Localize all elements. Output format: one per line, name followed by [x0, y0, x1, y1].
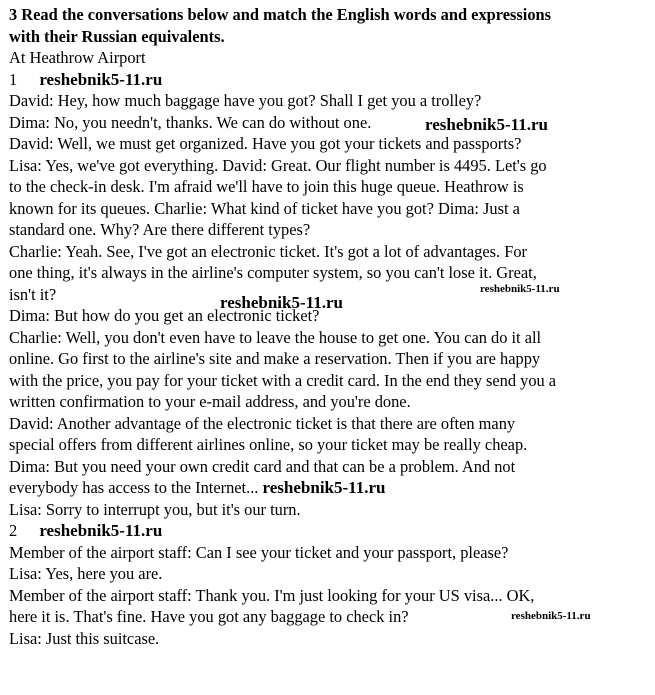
section-2-number: 2	[9, 521, 18, 540]
exercise-title-line-2: with their Russian equivalents.	[9, 26, 225, 46]
dialogue-line: written confirmation to your e-mail address, and you're done.	[9, 392, 411, 411]
dialogue-line	[9, 606, 649, 628]
exercise-text	[9, 4, 649, 649]
dialogue-line	[9, 477, 649, 499]
dialogue-line: Lisa: Yes, here you are.	[9, 564, 163, 583]
section-1-header	[9, 69, 649, 91]
watermark: reshebnik5-11.ru	[39, 521, 163, 540]
section-2-header	[9, 520, 649, 542]
dialogue-line-text: everybody has access to the Internet...	[9, 478, 259, 497]
dialogue-line: Lisa: Just this suitcase.	[9, 628, 160, 648]
watermark: reshebnik5-11.ru	[262, 478, 386, 497]
dialogue-line-text: isn't it?	[9, 284, 57, 304]
dialogue-line: Member of the airport staff: Thank you. I'm just looking for your US visa... OK,	[9, 585, 535, 605]
dialogue-line: David: Another advantage of the electronic ticket is that there are often many	[9, 413, 516, 433]
dialogue-line	[9, 112, 649, 134]
watermark: reshebnik5-11.ru	[39, 69, 163, 89]
dialogue-line: Lisa: Yes, we've got everything. David: Great. Our flight number is 4495. Let's go	[9, 155, 547, 175]
dialogue-line: Dima: But you need your own credit card and that can be a problem. And not	[9, 456, 516, 476]
dialogue-line: special offers from different airlines online, so your ticket may be really cheap.	[9, 435, 528, 454]
dialogue-line-text: Dima: No, you needn't, thanks. We can do without one.	[9, 112, 372, 132]
dialogue-line: Charlie: Well, you don't even have to leave the house to get one. You can do it all	[9, 327, 542, 347]
dialogue-line: Dima: But how do you get an electronic ticket?	[9, 306, 320, 325]
dialogue-line: David: Well, we must get organized. Have you got your tickets and passports?	[9, 134, 522, 153]
dialogue-line: standard one. Why? Are there different types?	[9, 220, 311, 239]
section-1-number: 1	[9, 69, 18, 89]
watermark: reshebnik5-11.ru	[480, 282, 560, 295]
dialogue-line: David: Hey, how much baggage have you got? Shall I get you a trolley?	[9, 91, 482, 110]
dialogue-line: Charlie: Yeah. See, I've got an electronic ticket. It's got a lot of advantages. For	[9, 241, 527, 261]
dialogue-line	[9, 282, 649, 312]
dialogue-line-text: here it is. That's fine. Have you got any baggage to check in?	[9, 607, 409, 626]
dialogue-line: known for its queues. Charlie: What kind of ticket have you got? Dima: Just a	[9, 198, 520, 218]
watermark: reshebnik5-11.ru	[425, 114, 548, 134]
watermark: reshebnik5-11.ru	[511, 610, 591, 622]
dialogue-line: one thing, it's always in the airline's computer system, so you can't lose it. Great,	[9, 263, 537, 282]
dialogue-line: online. Go first to the airline's site and make a reservation. Then if you are happy	[9, 349, 541, 368]
dialogue-line: with the price, you pay for your ticket with a credit card. In the end they send you a	[9, 370, 557, 390]
watermark: reshebnik5-11.ru	[220, 292, 343, 312]
dialogue-line: to the check-in desk. I'm afraid we'll have to join this huge queue. Heathrow is	[9, 177, 524, 196]
dialogue-line: Lisa: Sorry to interrupt you, but it's our turn.	[9, 499, 301, 519]
exercise-title-line-1: 3 Read the conversations below and match the English words and expressions	[9, 5, 552, 24]
place-heading: At Heathrow Airport	[9, 48, 146, 67]
dialogue-line: Member of the airport staff: Can I see your ticket and your passport, please?	[9, 542, 509, 562]
